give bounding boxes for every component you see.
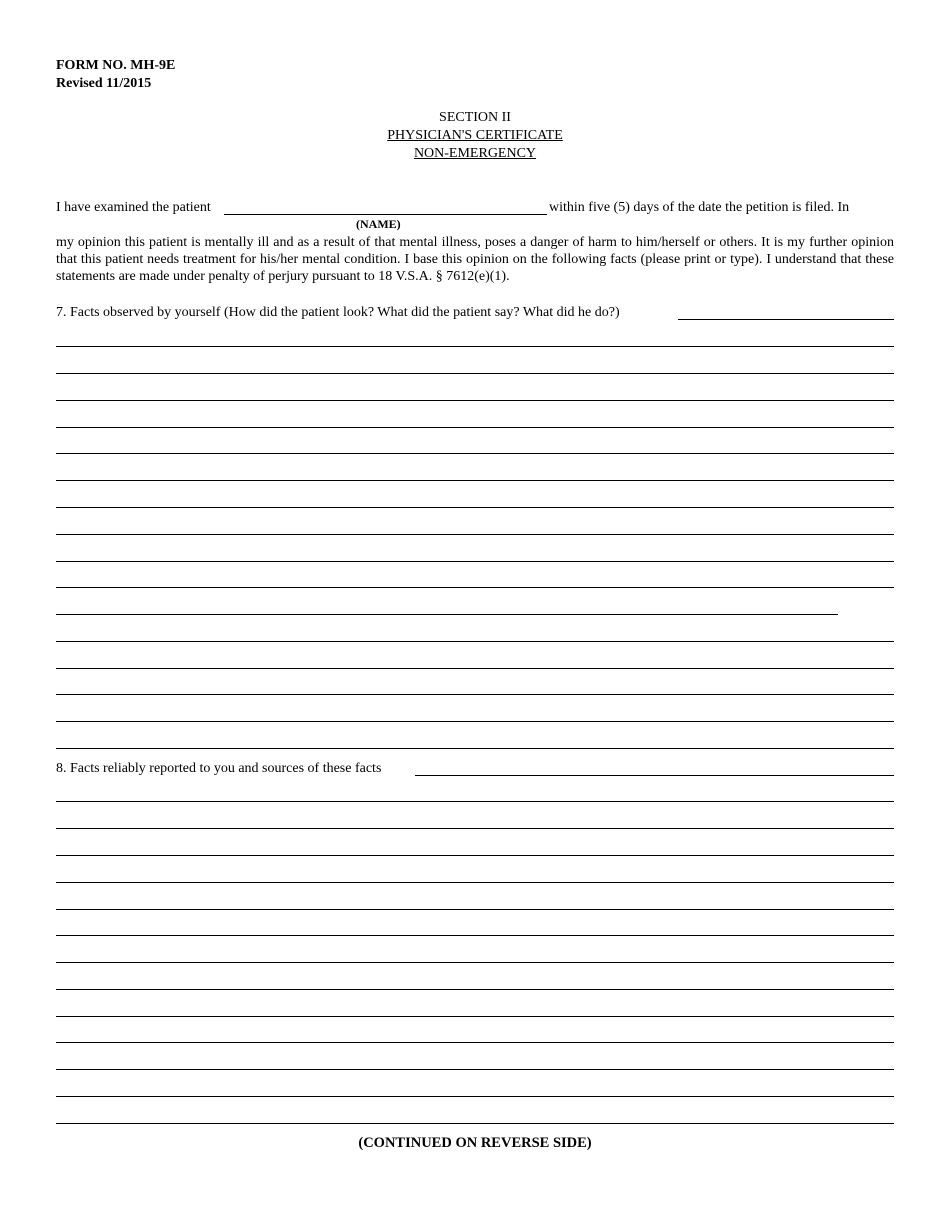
item8-answer-line[interactable]: [56, 935, 894, 936]
item8-answer-line[interactable]: [415, 775, 894, 776]
item7-answer-line[interactable]: [56, 400, 894, 401]
statement-after-name: within five (5) days of the date the petition is filed. In: [549, 200, 850, 215]
item8-answer-line[interactable]: [56, 909, 894, 910]
item7-answer-line[interactable]: [56, 668, 894, 669]
item7-answer-line[interactable]: [56, 694, 894, 695]
item7-answer-line[interactable]: [56, 427, 894, 428]
patient-name-field[interactable]: [224, 214, 547, 215]
certificate-type-wrap: [0, 145, 950, 163]
item7-answer-line[interactable]: [56, 534, 894, 535]
item7-answer-line[interactable]: [56, 480, 894, 481]
certificate-title: PHYSICIAN'S CERTIFICATE: [387, 128, 563, 143]
name-label: (NAME): [356, 217, 401, 231]
item8-answer-line[interactable]: [56, 855, 894, 856]
item8-answer-line[interactable]: [56, 1016, 894, 1017]
item7-answer-line[interactable]: [56, 507, 894, 508]
item7-answer-line[interactable]: [56, 373, 894, 374]
item7-answer-line[interactable]: [56, 587, 894, 588]
item7-answer-line[interactable]: [56, 721, 894, 722]
item7-answer-line[interactable]: [56, 453, 894, 454]
certificate-title-wrap: [0, 127, 950, 145]
item7-answer-line[interactable]: [56, 641, 894, 642]
item7-answer-line[interactable]: [678, 319, 894, 320]
item8-answer-line[interactable]: [56, 882, 894, 883]
item7-answer-line[interactable]: [56, 346, 894, 347]
item7-answer-line[interactable]: [56, 748, 894, 749]
continued-note: (CONTINUED ON REVERSE SIDE): [358, 1135, 592, 1151]
section-title: SECTION II: [439, 110, 511, 125]
item8-answer-line[interactable]: [56, 828, 894, 829]
item8-answer-line[interactable]: [56, 989, 894, 990]
item8-answer-line[interactable]: [56, 1096, 894, 1097]
certificate-type: NON-EMERGENCY: [413, 146, 537, 161]
item8-answer-line[interactable]: [56, 962, 894, 963]
item8-answer-line[interactable]: [56, 1069, 894, 1070]
item8-answer-line[interactable]: [56, 1042, 894, 1043]
item8-label: 8. Facts reliably reported to you and sources of these facts: [56, 761, 382, 776]
revision-date: Revised 11/2015: [56, 76, 152, 91]
statement-before-name: I have examined the patient: [56, 200, 211, 215]
item7-answer-line[interactable]: [56, 561, 894, 562]
item7-answer-line[interactable]: [56, 614, 838, 615]
statement-paragraph: my opinion this patient is mentally ill and as a result of that mental illness, poses a danger of harm to him/herself or others. It is my further opinion that this patient needs treatment for his/her mental condition. I base this opinion on the following facts (please print or type). I understand that these statements are made under penalty of perjury pursuant to 18 V.S.A. § 7612(e)(1).: [56, 235, 894, 284]
item8-answer-line[interactable]: [56, 1123, 894, 1124]
form-number: FORM NO. MH-9E: [56, 58, 176, 73]
item7-label: 7. Facts observed by yourself (How did the patient look? What did the patient say? What did he do?): [56, 305, 620, 320]
item8-answer-line[interactable]: [56, 801, 894, 802]
